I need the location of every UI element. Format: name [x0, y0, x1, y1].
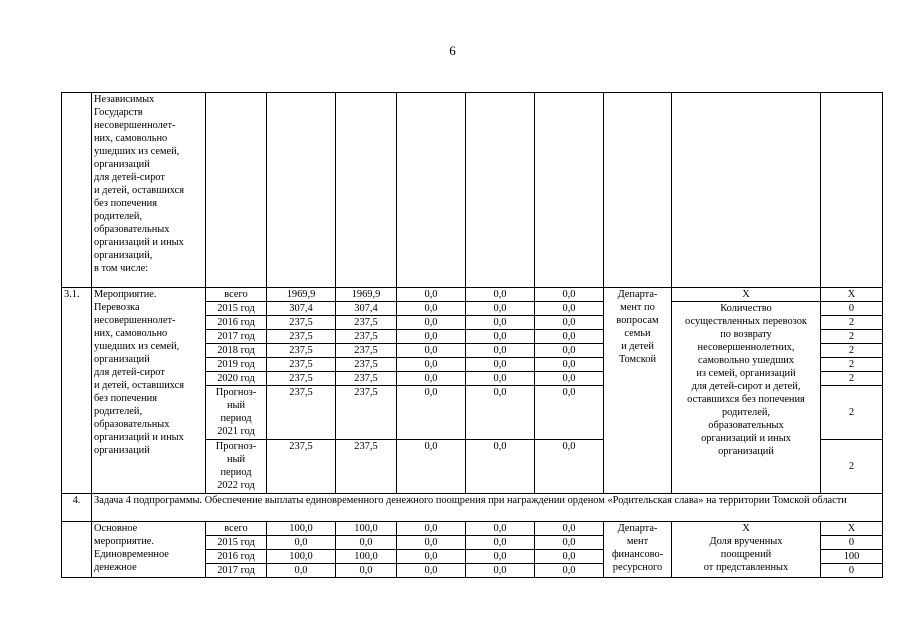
amount-cell: 0,0 [336, 536, 397, 550]
executor-cell: Департа- мент по вопросам семьи и детей Томской [604, 288, 672, 494]
indicator-value-cell: 2 [821, 330, 883, 344]
period-cell: 2016 год [206, 550, 267, 564]
empty-cell [466, 93, 535, 288]
amount-cell: 237,5 [267, 330, 336, 344]
amount-cell: 237,5 [336, 316, 397, 330]
indicator-cell: Х Доля врученных поощрений от представленных [672, 522, 821, 578]
amount-cell: 0,0 [466, 440, 535, 494]
indicator-value-cell: 100 [821, 550, 883, 564]
amount-cell: 237,5 [336, 372, 397, 386]
amount-cell: 1969,9 [336, 288, 397, 302]
amount-cell: 0,0 [397, 522, 466, 536]
amount-cell: 0,0 [466, 288, 535, 302]
amount-cell: 0,0 [535, 372, 604, 386]
amount-cell: 237,5 [336, 386, 397, 440]
indicator-value-cell: 2 [821, 316, 883, 330]
amount-cell: 0,0 [535, 440, 604, 494]
amount-cell: 0,0 [535, 550, 604, 564]
amount-cell: 237,5 [267, 440, 336, 494]
amount-cell: 0,0 [466, 386, 535, 440]
page-number: 6 [449, 43, 456, 58]
period-cell: Прогноз- ный период 2022 год [206, 440, 267, 494]
row-number-cell [62, 93, 92, 288]
period-cell: 2019 год [206, 358, 267, 372]
executor-cell: Департа- мент финансово- ресурсного [604, 522, 672, 578]
amount-cell: 0,0 [535, 536, 604, 550]
amount-cell: 0,0 [336, 564, 397, 578]
amount-cell: 0,0 [535, 522, 604, 536]
amount-cell: 0,0 [397, 344, 466, 358]
activity-name-cell: Мероприятие. Перевозка несовершеннолет- них, самовольно ушедших из семей, организаций для детей-сирот и детей, оставшихся без попечения родителей, образовательных организаций и иных организаций [92, 288, 206, 494]
row-number-cell: 4. [62, 494, 92, 522]
indicator-value-cell: 0 [821, 302, 883, 316]
table-row [62, 93, 883, 288]
amount-cell: 307,4 [267, 302, 336, 316]
amount-cell: 307,4 [336, 302, 397, 316]
table-row [62, 494, 883, 522]
amount-cell: 100,0 [267, 550, 336, 564]
table-body [62, 93, 883, 578]
amount-cell: 0,0 [466, 358, 535, 372]
amount-cell: 1969,9 [267, 288, 336, 302]
empty-cell [206, 93, 267, 288]
indicator-value-cell: 2 [821, 440, 883, 494]
task-description-cell: Задача 4 подпрограммы. Обеспечение выплаты единовременного денежного поощрения при награждении орденом «Родительская слава» на территории Томской области [92, 494, 883, 522]
period-cell: 2017 год [206, 564, 267, 578]
amount-cell: 0,0 [397, 536, 466, 550]
amount-cell: 237,5 [336, 344, 397, 358]
amount-cell: 0,0 [397, 372, 466, 386]
empty-cell [604, 93, 672, 288]
amount-cell: 0,0 [397, 316, 466, 330]
period-cell: 2015 год [206, 302, 267, 316]
amount-cell: 0,0 [535, 316, 604, 330]
amount-cell: 0,0 [397, 330, 466, 344]
row-number-cell [62, 522, 92, 578]
indicator-cell: Количество осуществленных перевозок по возврату несовершеннолетних, самовольно ушедших из семей, организаций для детей-сирот и детей, оставшихся без попечения родителей, образовательных организаций и иных организаций [672, 302, 821, 494]
empty-cell [821, 93, 883, 288]
amount-cell: 0,0 [466, 522, 535, 536]
period-cell: 2015 год [206, 536, 267, 550]
amount-cell: 0,0 [535, 386, 604, 440]
indicator-value-cell: Х [821, 288, 883, 302]
amount-cell: 0,0 [466, 344, 535, 358]
row-number-cell: 3.1. [62, 288, 92, 494]
amount-cell: 237,5 [267, 358, 336, 372]
amount-cell: 0,0 [466, 550, 535, 564]
indicator-value-cell: 2 [821, 344, 883, 358]
indicator-cell: Х [672, 288, 821, 302]
amount-cell: 100,0 [336, 522, 397, 536]
amount-cell: 237,5 [267, 316, 336, 330]
indicator-value-cell: 0 [821, 564, 883, 578]
amount-cell: 0,0 [535, 564, 604, 578]
amount-cell: 0,0 [397, 550, 466, 564]
amount-cell: 0,0 [397, 564, 466, 578]
period-cell: всего [206, 522, 267, 536]
amount-cell: 0,0 [397, 386, 466, 440]
empty-cell [336, 93, 397, 288]
amount-cell: 0,0 [535, 302, 604, 316]
program-table [61, 92, 883, 578]
amount-cell: 0,0 [397, 288, 466, 302]
amount-cell: 0,0 [267, 564, 336, 578]
amount-cell: 0,0 [397, 302, 466, 316]
amount-cell: 0,0 [535, 344, 604, 358]
indicator-value-cell: 2 [821, 358, 883, 372]
amount-cell: 0,0 [466, 372, 535, 386]
amount-cell: 0,0 [466, 330, 535, 344]
table-row [62, 288, 883, 302]
amount-cell: 0,0 [466, 302, 535, 316]
amount-cell: 237,5 [336, 330, 397, 344]
amount-cell: 0,0 [466, 316, 535, 330]
amount-cell: 0,0 [466, 564, 535, 578]
amount-cell: 0,0 [535, 358, 604, 372]
amount-cell: 100,0 [267, 522, 336, 536]
amount-cell: 0,0 [466, 536, 535, 550]
amount-cell: 0,0 [397, 440, 466, 494]
empty-cell [397, 93, 466, 288]
period-cell: 2020 год [206, 372, 267, 386]
amount-cell: 0,0 [397, 358, 466, 372]
amount-cell: 237,5 [267, 372, 336, 386]
table-row [62, 522, 883, 536]
indicator-value-cell: 0 [821, 536, 883, 550]
activity-name-cell: Основное мероприятие. Единовременное денежное [92, 522, 206, 578]
amount-cell: 0,0 [535, 288, 604, 302]
amount-cell: 237,5 [267, 344, 336, 358]
amount-cell: 0,0 [535, 330, 604, 344]
amount-cell: 0,0 [267, 536, 336, 550]
period-cell: 2017 год [206, 330, 267, 344]
empty-cell [535, 93, 604, 288]
empty-cell [267, 93, 336, 288]
period-cell: всего [206, 288, 267, 302]
amount-cell: 237,5 [336, 440, 397, 494]
empty-cell [672, 93, 821, 288]
amount-cell: 237,5 [267, 386, 336, 440]
activity-name-cell: Независимых Государств несовершеннолет- них, самовольно ушедших из семей, организаций для детей-сирот и детей, оставшихся без попечения родителей, образовательных организаций и иных организаций, в том числе: [92, 93, 206, 288]
period-cell: 2016 год [206, 316, 267, 330]
indicator-value-cell: 2 [821, 372, 883, 386]
indicator-value-cell: 2 [821, 386, 883, 440]
period-cell: 2018 год [206, 344, 267, 358]
period-cell: Прогноз- ный период 2021 год [206, 386, 267, 440]
amount-cell: 237,5 [336, 358, 397, 372]
indicator-value-cell: Х [821, 522, 883, 536]
amount-cell: 100,0 [336, 550, 397, 564]
